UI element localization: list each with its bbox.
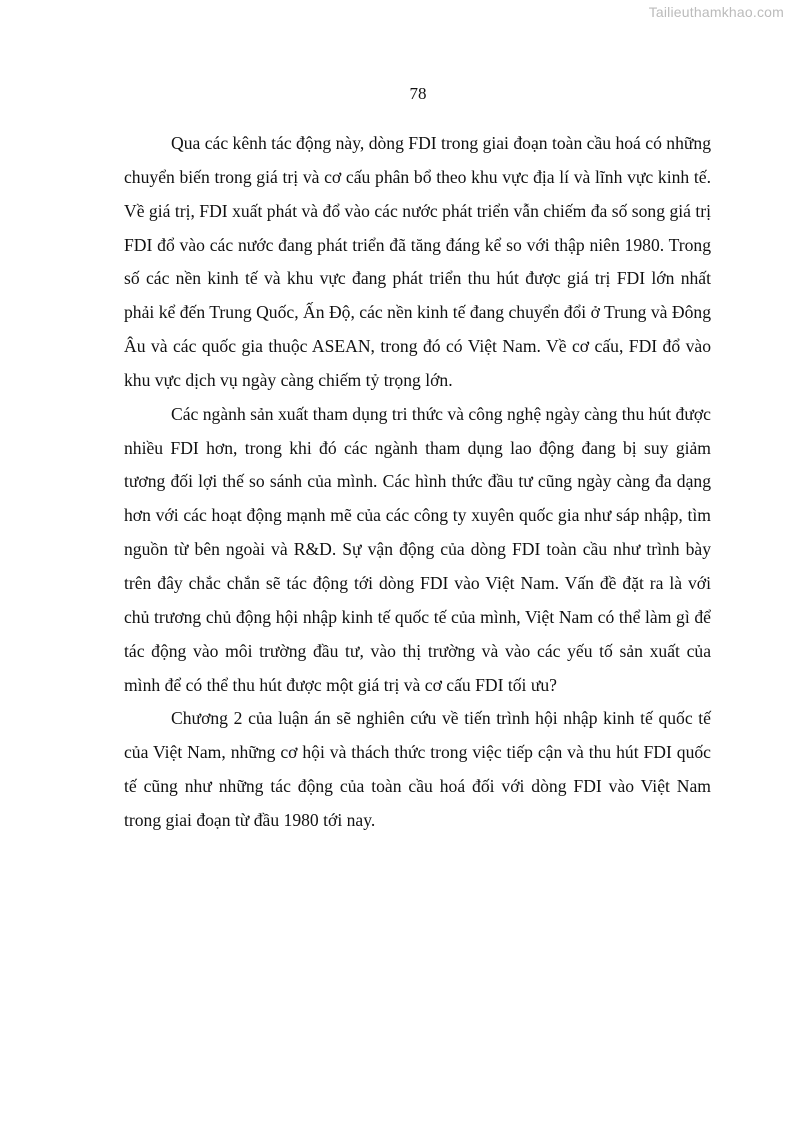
paragraph-1: Qua các kênh tác động này, dòng FDI trong giai đoạn toàn cầu hoá có những chuyển biến trong giá trị và cơ cấu phân bổ theo khu vực địa lí và lĩnh vực kinh tế. Về giá trị, FDI xuất phát và đổ vào các nước phát triển vẫn chiếm đa số song giá trị FDI đổ vào các nước đang phát triển đã tăng đáng kể so với thập niên 1980. Trong số các nền kinh tế và khu vực đang phát triển thu hút được giá trị FDI lớn nhất phải kể đến Trung Quốc, Ấn Độ, các nền kinh tế đang chuyển đổi ở Trung và Đông Âu và các quốc gia thuộc ASEAN, trong đó có Việt Nam. Về cơ cấu, FDI đổ vào khu vực dịch vụ ngày càng chiếm tỷ trọng lớn. [124,133,711,390]
paragraph-3: Chương 2 của luận án sẽ nghiên cứu về tiến trình hội nhập kinh tế quốc tế của Việt Nam, những cơ hội và thách thức trong việc tiếp cận và thu hút FDI quốc tế cũng như những tác động của toàn cầu hoá đối với dòng FDI vào Việt Nam trong giai đoạn từ đầu 1980 tới nay. [124,708,711,830]
document-body [124,127,711,838]
page-number: 78 [409,84,427,103]
watermark-text: Tailieuthamkhao.com [648,4,784,20]
paragraph-2: Các ngành sản xuất tham dụng tri thức và công nghệ ngày càng thu hút được nhiều FDI hơn, trong khi đó các ngành tham dụng lao động đang bị suy giảm tương đối lợi thế so sánh của mình. Các hình thức đầu tư cũng ngày càng đa dạng hơn với các hoạt động mạnh mẽ của các công ty xuyên quốc gia như sáp nhập, tìm nguồn từ bên ngoài và R&D. Sự vận động của dòng FDI toàn cầu như trình bày trên đây chắc chắn sẽ tác động tới dòng FDI vào Việt Nam. Vấn đề đặt ra là với chủ trương chủ động hội nhập kinh tế quốc tế của mình, Việt Nam có thể làm gì để tác động vào môi trường đầu tư, vào thị trường và vào các yếu tố sản xuất của mình để có thể thu hút được một giá trị và cơ cấu FDI tối ưu? [124,403,711,695]
